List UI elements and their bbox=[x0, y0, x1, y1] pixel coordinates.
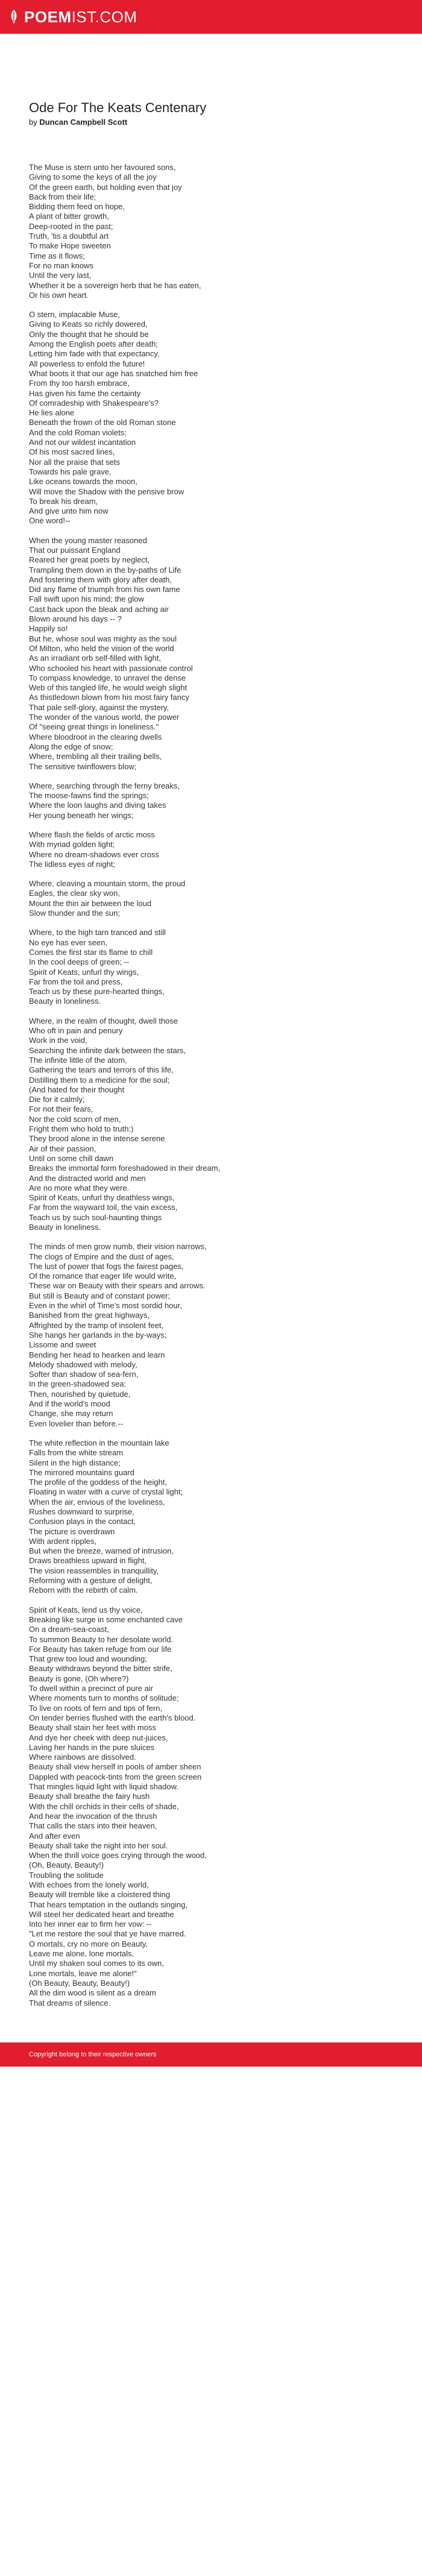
stanza: Where, searching through the ferny breaks, The moose-fawns find the springs; Where the loon laughs and diving takes Her young beneath her wings; bbox=[29, 781, 180, 820]
site-footer bbox=[0, 2042, 422, 2067]
stanza: Where flash the fields of arctic moss With myriad golden light; Where no dream-shadows ever cross The lidless eyes of night; bbox=[29, 830, 160, 869]
site-header bbox=[0, 0, 422, 34]
stanza: Where, in the realm of thought, dwell those Who oft in pain and penury Work in the void, Searching the infinite dark between the stars, The infinite little of the atom, Gathering the tears and terrors of this life, Distilling them to a medicine for the soul; (And hated for their thought Die for it calmly; For not their fears, Nor the cold scorn of men, Fright them who hold to truth:) They brood alone in the intense serene Air of their passion, Until on some chill dawn Breaks the immortal form foreshadowed in their dream, And the distracted world and men Are no more what they were. Spirit of Keats, unfurl thy deathless wings, Far from the wayward toil, the vain excess, Teach us by such soul-haunting things Beauty in loneliness. bbox=[29, 1016, 221, 1232]
byline-prefix: by bbox=[29, 118, 40, 127]
poem-body bbox=[29, 163, 393, 2008]
poem-content bbox=[0, 34, 422, 2008]
stanza: Spirit of Keats, lend us thy voice, Breaking like surge in some enchanted cave On a dream-sea-coast, To summon Beauty to her desolate world. For Beauty has taken refuge from our life That grew too loud and wounding; Beauty withdraws beyond the bitter strife, Beauty is gone, (Oh where?) To dwell within a precinct of pure air Where moments turn to months of solitude; To live on roots of fern and tips of fern, On tender berries flushed with the earth's blood. Beauty shall stain her feet with moss And dye her cheek with deep nut-juices, Laving her hands in the pure sluices Where rainbows are dissolved. Beauty shall view herself in pools of amber sheen Dappled with peacock-tints from the green screen That mingles liquid light with liquid shadow. Beauty shall breathe the fairy hush With the chill orchids in their cells of shade, And hear the invocation of the thrush That calls the stars into their heaven, And after even Beauty shall take the night into her soul. When the thrill voice goes crying through the wood, (Oh, Beauty, Beauty!) Troubling the solitude With echoes from the lonely world, Beauty will tremble like a cloistered thing That hears temptation in the outlands singing, Will steel her dedicated heart and breathe Into her inner ear to firm her vow: -- "Let me restore the soul that ye have marred. O mortals, cry no more on Beauty, Leave me alone, lone mortals, Until my shaken soul comes to its own, Lone mortals, leave me alone!" (Oh Beauty, Beauty, Beauty!) All the dim wood is silent as a dream That dreams of silence. bbox=[29, 1605, 207, 2008]
logo-brand-light: IST.COM bbox=[71, 7, 137, 26]
footer-copyright: Copyright belong to their respective owners bbox=[29, 2050, 157, 2058]
stanza: Where, cleaving a mountain storm, the proud Eagles, the clear sky won, Mount the thin air between the loud Slow thunder and the sun; bbox=[29, 879, 186, 918]
stanza: Where, to the high tarn tranced and still No eye has ever seen, Comes the first star its flame to chill In the cool deeps of green; -- Spirit of Keats, unfurl thy wings, Far from the toil and press, Teach us by these pure-hearted things, Beauty in loneliness. bbox=[29, 928, 166, 1006]
poem-author[interactable]: Duncan Campbell Scott bbox=[39, 118, 128, 127]
site-logo[interactable] bbox=[24, 8, 137, 27]
logo-brand-bold: POEM bbox=[24, 7, 72, 26]
stanza: The minds of men grow numb, their vision narrows, The clogs of Empire and the dust of ages, The lust of power that fogs the fairest pages, Of the romance that eager life would write, These war on Beauty with their spears and arrows. But still is Beauty and of constant power; Even in the whirl of Time's most sordid hour, Banished from the great highways, Affrighted by the tramp of insolent feet, She hangs her garlands in the by-ways; Lissome and sweet Bending her head to hearken and learn Melody shadowed with melody, Softer than shadow of sea-fern, In the green-shadowed sea: Then, nourished by quietude, And if the world's mood Change, she may return Even lovelier than before.-- bbox=[29, 1242, 207, 1428]
poem-byline bbox=[29, 118, 393, 127]
stanza: The white reflection in the mountain lake Falls from the white stream Silent in the high distance; The mirrored mountains guard The profile of the goddess of the height, Floating in water with a curve of crystal light; When the air, envious of the loveliness, Rushes downward to surprise, Confusion plays in the contact, The picture is overdrawn With ardent ripples, But when the breeze, warned of intrusion, Draws breathless upward in flight, The vision reassembles in tranquillity, Reforming with a gesture of delight, Reborn with the rebirth of calm. bbox=[29, 1438, 183, 1595]
stanza: O stern, implacable Muse, Giving to Keats so richly dowered, Only the thought that he should be Among the English poets after death; Letting him fade with that expectancy, All powerless to enfold the future! What boots it that our age has snatched him free From thy too harsh embrace, Has given his fame the certainty Of comradeship with Shakespeare's? He lies alone Beneath the frown of the old Roman stone And the cold Roman violets; And not our wildest incantation Of his most sacred lines, Nor all the praise that sets Towards his pale grave, Like oceans towards the moon, Will move the Shadow with the pensive brow To break his dream, And give unto him now One word!-- bbox=[29, 310, 198, 526]
stanza: When the young master reasoned That our puissant England Reared her great poets by neglect, Trampling them down in the by-paths of Life And fostering them with glory after death, Did any flame of triumph from his own fame Fall swift upon his mind; the glow Cast back upon the bleak and aching air Blown around his days -- ? Happily so! But he, whose soul was mighty as the soul Of Milton, who held the vision of the world As an irradiant orb self-filled with light, Who schooled his heart with passionate control To compass knowledge, to unravel the dense Web of this tangled life, he would weigh slight As thistledown blown from his most fairy fancy That pale self-glory, against the mystery, The wonder of the various world, the power Of "seeing great things in loneliness." Where bloodroot in the clearing dwells Along the edge of snow; Where, trembling all their trailing bells, The sensitive twinflowers blow; bbox=[29, 535, 193, 771]
poem-title: Ode For The Keats Centenary bbox=[29, 100, 207, 115]
quill-pen-icon[interactable] bbox=[7, 9, 20, 25]
stanza: The Muse is stern unto her favoured sons, Giving to some the keys of all the joy Of the green earth, but holding even that joy Back from their life; Bidding them feed on hope, A plant of bitter growth, Deep-rooted in the past; Truth, 'tis a doubtful art To make Hope sweeten Time as it flows; For no man knows Until the very last, Whether it be a sovereign herb that he has eaten, Or his own heart. bbox=[29, 163, 201, 300]
